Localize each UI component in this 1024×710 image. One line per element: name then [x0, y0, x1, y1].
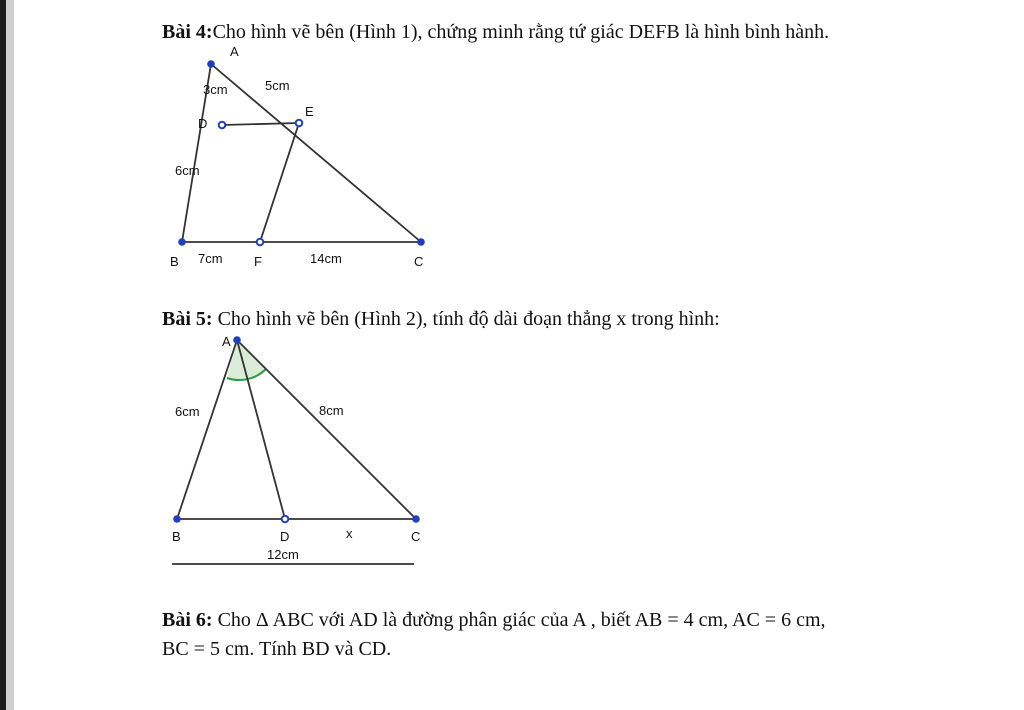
label-b-fig2: B — [172, 529, 181, 544]
label-f-fig1: F — [254, 254, 262, 269]
problem-6-text-line1: Cho Δ ABC với AD là đường phân giác của A , biết AB = 4 cm, AC = 6 cm, — [212, 609, 826, 631]
length-dc-fig2: x — [346, 526, 353, 541]
length-bf-fig1: 7cm — [198, 251, 223, 266]
point-b-fig1 — [178, 238, 186, 246]
label-d-fig2: D — [280, 529, 290, 544]
problem-5-text: Cho hình vẽ bên (Hình 2), tính độ dài đoạn thẳng x trong hình: — [212, 308, 720, 330]
segment-de-fig1 — [222, 123, 299, 125]
length-ae-fig1: 5cm — [265, 78, 290, 93]
label-a-fig1: A — [230, 44, 239, 59]
point-b-fig2 — [173, 515, 181, 523]
problem-5-label: Bài 5: — [162, 308, 213, 330]
length-bc-fig2: 12cm — [267, 547, 299, 562]
point-a-fig1 — [207, 60, 215, 68]
segment-ac-fig1 — [211, 64, 421, 242]
label-a-fig2: A — [222, 334, 231, 349]
length-fc-fig1: 14cm — [310, 251, 342, 266]
problem-4-text: Cho hình vẽ bên (Hình 1), chứng minh rằng tứ giác DEFB là hình bình hành. — [212, 21, 830, 43]
label-c-fig1: C — [414, 254, 424, 269]
label-b-fig1: B — [170, 254, 179, 269]
point-a-fig2 — [233, 336, 241, 344]
point-c-fig1 — [417, 238, 425, 246]
segment-ef-fig1 — [260, 123, 299, 242]
length-db-fig1: 6cm — [175, 163, 200, 178]
problem-4-label: Bài 4: — [162, 21, 213, 43]
label-c-fig2: C — [411, 529, 421, 544]
length-ad-fig1: 3cm — [203, 82, 228, 97]
point-c-fig2 — [412, 515, 420, 523]
label-d-fig1: D — [198, 116, 208, 131]
figure-2 — [172, 334, 420, 564]
point-d-fig2 — [282, 516, 289, 523]
point-f-fig1 — [257, 239, 264, 246]
length-ab-fig2: 6cm — [175, 404, 200, 419]
problem-6-label: Bài 6: — [162, 609, 213, 631]
problem-6-text-line2: BC = 5 cm. Tính BD và CD. — [162, 638, 392, 660]
length-ac-fig2: 8cm — [319, 403, 344, 418]
segment-ab-fig2 — [177, 340, 237, 519]
label-e-fig1: E — [305, 104, 314, 119]
point-e-fig1 — [296, 120, 303, 127]
point-d-fig1 — [219, 122, 226, 129]
segment-ac-fig2 — [237, 340, 416, 519]
